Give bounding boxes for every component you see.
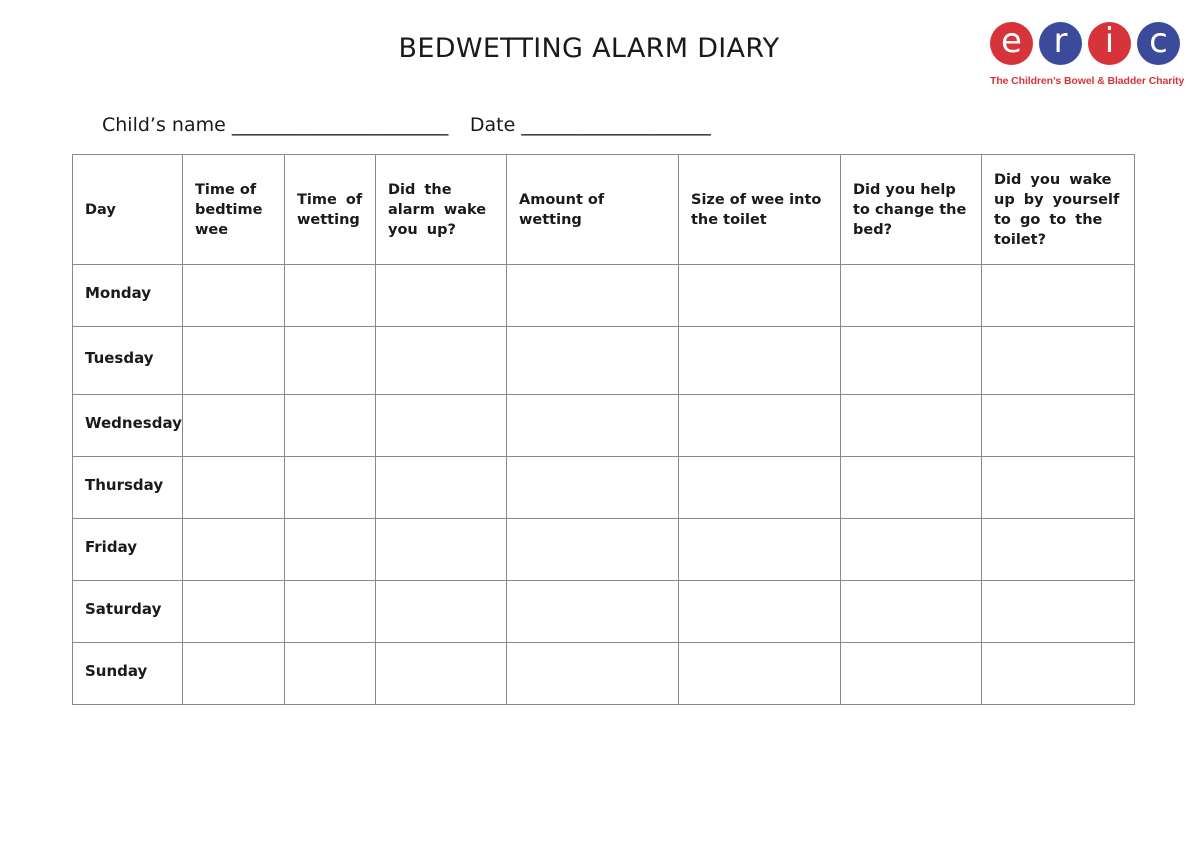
entry-cell[interactable] [183, 581, 285, 643]
entry-cell[interactable] [841, 643, 982, 705]
day-label: Tuesday [73, 327, 183, 395]
page-title: BEDWETTING ALARM DIARY [398, 33, 780, 64]
form-fields [102, 114, 710, 136]
entry-cell[interactable] [285, 643, 376, 705]
entry-cell[interactable] [376, 395, 507, 457]
entry-cell[interactable] [183, 643, 285, 705]
entry-cell[interactable] [679, 581, 841, 643]
logo-letter-c: c [1137, 22, 1180, 65]
table-row [73, 643, 1135, 705]
entry-cell[interactable] [982, 519, 1135, 581]
eric-logo [990, 22, 1186, 94]
day-label: Wednesday [73, 395, 183, 457]
header-time-of-wetting: Time of wetting [285, 155, 376, 265]
logo-letter-r: r [1039, 22, 1082, 65]
entry-cell[interactable] [841, 519, 982, 581]
entry-cell[interactable] [285, 457, 376, 519]
entry-cell[interactable] [841, 265, 982, 327]
entry-cell[interactable] [841, 581, 982, 643]
entry-cell[interactable] [507, 519, 679, 581]
table-row [73, 457, 1135, 519]
header-size-of-wee: Size of wee into the toilet [679, 155, 841, 265]
header-day: Day [73, 155, 183, 265]
entry-cell[interactable] [285, 519, 376, 581]
entry-cell[interactable] [376, 519, 507, 581]
entry-cell[interactable] [982, 265, 1135, 327]
date-line[interactable]: _____________________ [521, 114, 711, 136]
entry-cell[interactable] [982, 581, 1135, 643]
table-row [73, 581, 1135, 643]
entry-cell[interactable] [841, 327, 982, 395]
entry-cell[interactable] [841, 457, 982, 519]
date-field[interactable] [470, 114, 710, 136]
header-amount-of-wetting: Amount of wetting [507, 155, 679, 265]
table-row [73, 327, 1135, 395]
entry-cell[interactable] [183, 327, 285, 395]
logo-tagline: The Children’s Bowel & Bladder Charity [990, 75, 1185, 87]
header-wake-by-yourself: Did you wake up by yourself to go to the toilet? [982, 155, 1135, 265]
child-name-field[interactable] [102, 114, 448, 136]
table-row [73, 265, 1135, 327]
header-alarm-wake: Did the alarm wake you up? [376, 155, 507, 265]
entry-cell[interactable] [982, 327, 1135, 395]
entry-cell[interactable] [982, 643, 1135, 705]
entry-cell[interactable] [183, 265, 285, 327]
entry-cell[interactable] [376, 327, 507, 395]
logo-letter-i: i [1088, 22, 1131, 65]
day-label: Sunday [73, 643, 183, 705]
day-label: Monday [73, 265, 183, 327]
entry-cell[interactable] [507, 327, 679, 395]
entry-cell[interactable] [507, 643, 679, 705]
entry-cell[interactable] [183, 395, 285, 457]
entry-cell[interactable] [679, 265, 841, 327]
logo-circles [990, 22, 1186, 65]
entry-cell[interactable] [285, 395, 376, 457]
entry-cell[interactable] [679, 643, 841, 705]
entry-cell[interactable] [507, 265, 679, 327]
entry-cell[interactable] [376, 457, 507, 519]
table-row [73, 395, 1135, 457]
entry-cell[interactable] [376, 265, 507, 327]
day-label: Saturday [73, 581, 183, 643]
table-row [73, 519, 1135, 581]
child-name-label: Child’s name [102, 114, 226, 136]
entry-cell[interactable] [507, 395, 679, 457]
header-row [73, 155, 1135, 265]
child-name-line[interactable]: ________________________ [231, 114, 448, 136]
diary-table [72, 154, 1135, 705]
entry-cell[interactable] [982, 457, 1135, 519]
logo-letter-e: e [990, 22, 1033, 65]
entry-cell[interactable] [507, 581, 679, 643]
day-label: Friday [73, 519, 183, 581]
entry-cell[interactable] [183, 519, 285, 581]
entry-cell[interactable] [376, 581, 507, 643]
day-label: Thursday [73, 457, 183, 519]
entry-cell[interactable] [982, 395, 1135, 457]
header-time-of-bedtime-wee: Time of bedtime wee [183, 155, 285, 265]
entry-cell[interactable] [285, 327, 376, 395]
entry-cell[interactable] [679, 395, 841, 457]
entry-cell[interactable] [285, 265, 376, 327]
date-label: Date [469, 114, 516, 136]
entry-cell[interactable] [507, 457, 679, 519]
entry-cell[interactable] [841, 395, 982, 457]
entry-cell[interactable] [679, 327, 841, 395]
entry-cell[interactable] [376, 643, 507, 705]
entry-cell[interactable] [679, 457, 841, 519]
entry-cell[interactable] [183, 457, 285, 519]
entry-cell[interactable] [285, 581, 376, 643]
header-help-change-bed: Did you help to change the bed? [841, 155, 982, 265]
entry-cell[interactable] [679, 519, 841, 581]
